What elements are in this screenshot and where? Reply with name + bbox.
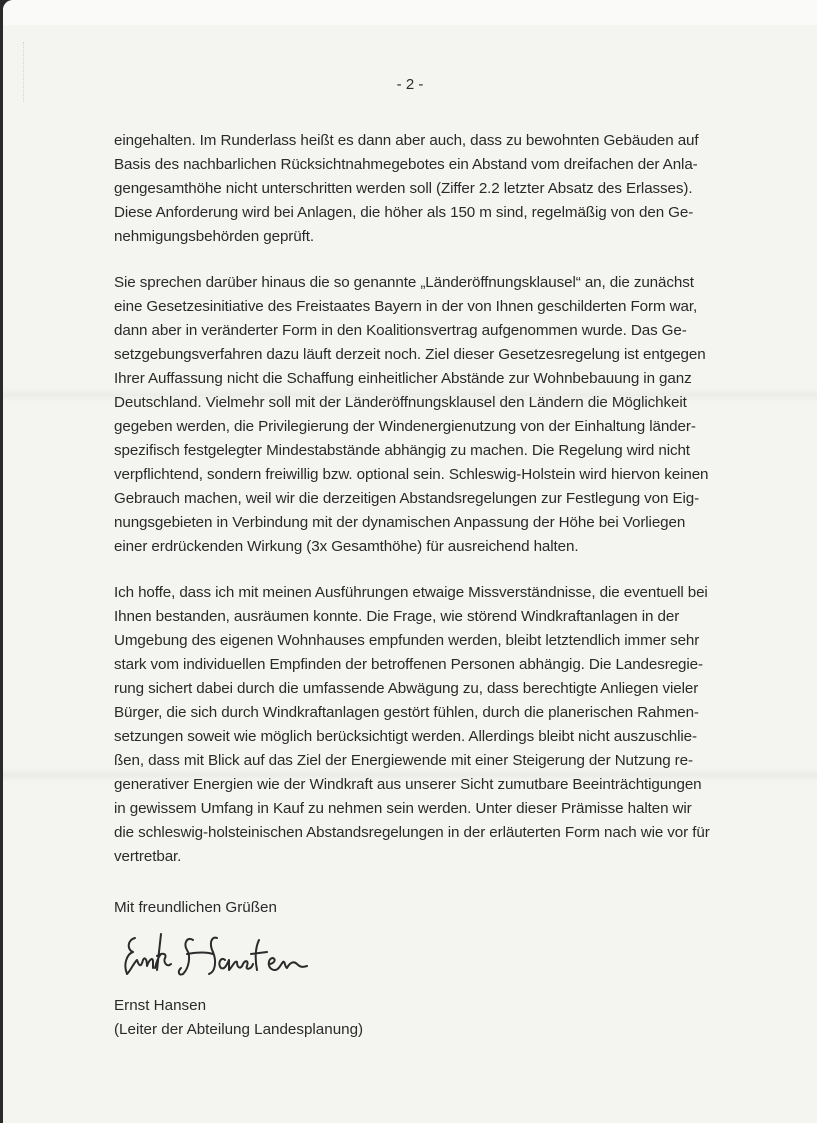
signer-title: (Leiter der Abteilung Landesplanung) [114,1021,364,1038]
scan-edge [3,0,817,25]
text-line: gegeben werden, die Privilegierung der Windenergienutzung von der Einhaltung länder- [114,418,696,435]
text-line: ßen, dass mit Blick auf das Ziel der Energiewende mit einer Steigerung der Nutzung re- [114,752,693,769]
signer-block [114,994,363,1042]
text-line: Basis des nachbarlichen Rücksichtnahmegebotes ein Abstand vom dreifachen der Anla- [114,156,698,173]
text-line: stark vom individuellen Empfinden der betroffenen Personen abhängig. Die Landesregie- [114,656,703,673]
paragraph [114,271,754,559]
punch-hole-marks [23,42,46,102]
text-line: generativer Energien wie der Windkraft aus unserer Sicht zumutbare Beeinträchtigungen [114,776,702,793]
page-number: - 2 - [396,76,424,93]
letter-body [114,129,754,891]
text-line: in gewissem Umfang in Kauf zu nehmen sein werden. Unter dieser Prämisse halten wir [114,800,692,817]
paragraph [114,581,754,869]
text-line: Bürger, die sich durch Windkraftanlagen gestört fühlen, durch die planerischen Rahmen- [114,704,699,721]
text-line: rung sichert dabei durch die umfassende Abwägung zu, dass berechtigte Anliegen vieler [114,680,699,697]
handwritten-signature [121,930,341,980]
text-line: gengesamthöhe nicht unterschritten werden soll (Ziffer 2.2 letzter Absatz des Erlasses). [114,180,693,197]
text-line: Gebrauch machen, weil wir die derzeitigen Abstandsregelungen zur Festlegung von Eig- [114,490,700,507]
text-line: die schleswig-holsteinischen Abstandsregelungen in der erläuterten Form nach wie vor für [114,824,710,841]
letter-page [3,0,817,1123]
text-line: eine Gesetzesinitiative des Freistaates Bayern in der von Ihnen geschilderten Form war, [114,298,698,315]
text-line: einer erdrückenden Wirkung (3x Gesamthöhe) für ausreichend halten. [114,538,579,555]
text-line: setzungen soweit wie möglich berücksichtigt werden. Allerdings bleibt nicht auszuschlie- [114,728,697,745]
closing-salutation: Mit freundlichen Grüßen [114,899,277,916]
text-line: Sie sprechen darüber hinaus die so genannte „Länderöffnungsklausel“ an, die zunächst [114,274,694,291]
text-line: Umgebung des eigenen Wohnhauses empfunden werden, bleibt letztendlich immer sehr [114,632,700,649]
text-line: Ihnen bestanden, ausräumen konnte. Die Frage, wie störend Windkraftanlagen in der [114,608,680,625]
text-line: vertretbar. [114,848,182,865]
text-line: nehmigungsbehörden geprüft. [114,228,314,245]
text-line: Diese Anforderung wird bei Anlagen, die höher als 150 m sind, regelmäßig von den Ge- [114,204,694,221]
text-line: Deutschland. Vielmehr soll mit der Länderöffnungsklausel den Ländern die Möglichkeit [114,394,687,411]
paragraph [114,129,754,249]
signer-name: Ernst Hansen [114,997,207,1014]
text-line: eingehalten. Im Runderlass heißt es dann aber auch, dass zu bewohnten Gebäuden auf [114,132,699,149]
text-line: Ich hoffe, dass ich mit meinen Ausführungen etwaige Missverständnisse, die eventuell bei [114,584,708,601]
text-line: dann aber in veränderter Form in den Koalitionsvertrag aufgenommen wurde. Das Ge- [114,322,687,339]
text-line: verpflichtend, sondern freiwillig bzw. optional sein. Schleswig-Holstein wird hiervon keinen [114,466,709,483]
text-line: setzgebungsverfahren dazu läuft derzeit noch. Ziel dieser Gesetzesregelung ist entgegen [114,346,706,363]
text-line: spezifisch festgelegter Mindestabstände abhängig zu machen. Die Regelung wird nicht [114,442,690,459]
text-line: nungsgebieten in Verbindung mit der dynamischen Anpassung der Höhe bei Vorliegen [114,514,686,531]
text-line: Ihrer Auffassung nicht die Schaffung einheitlicher Abstände zur Wohnbebauung in ganz [114,370,692,387]
